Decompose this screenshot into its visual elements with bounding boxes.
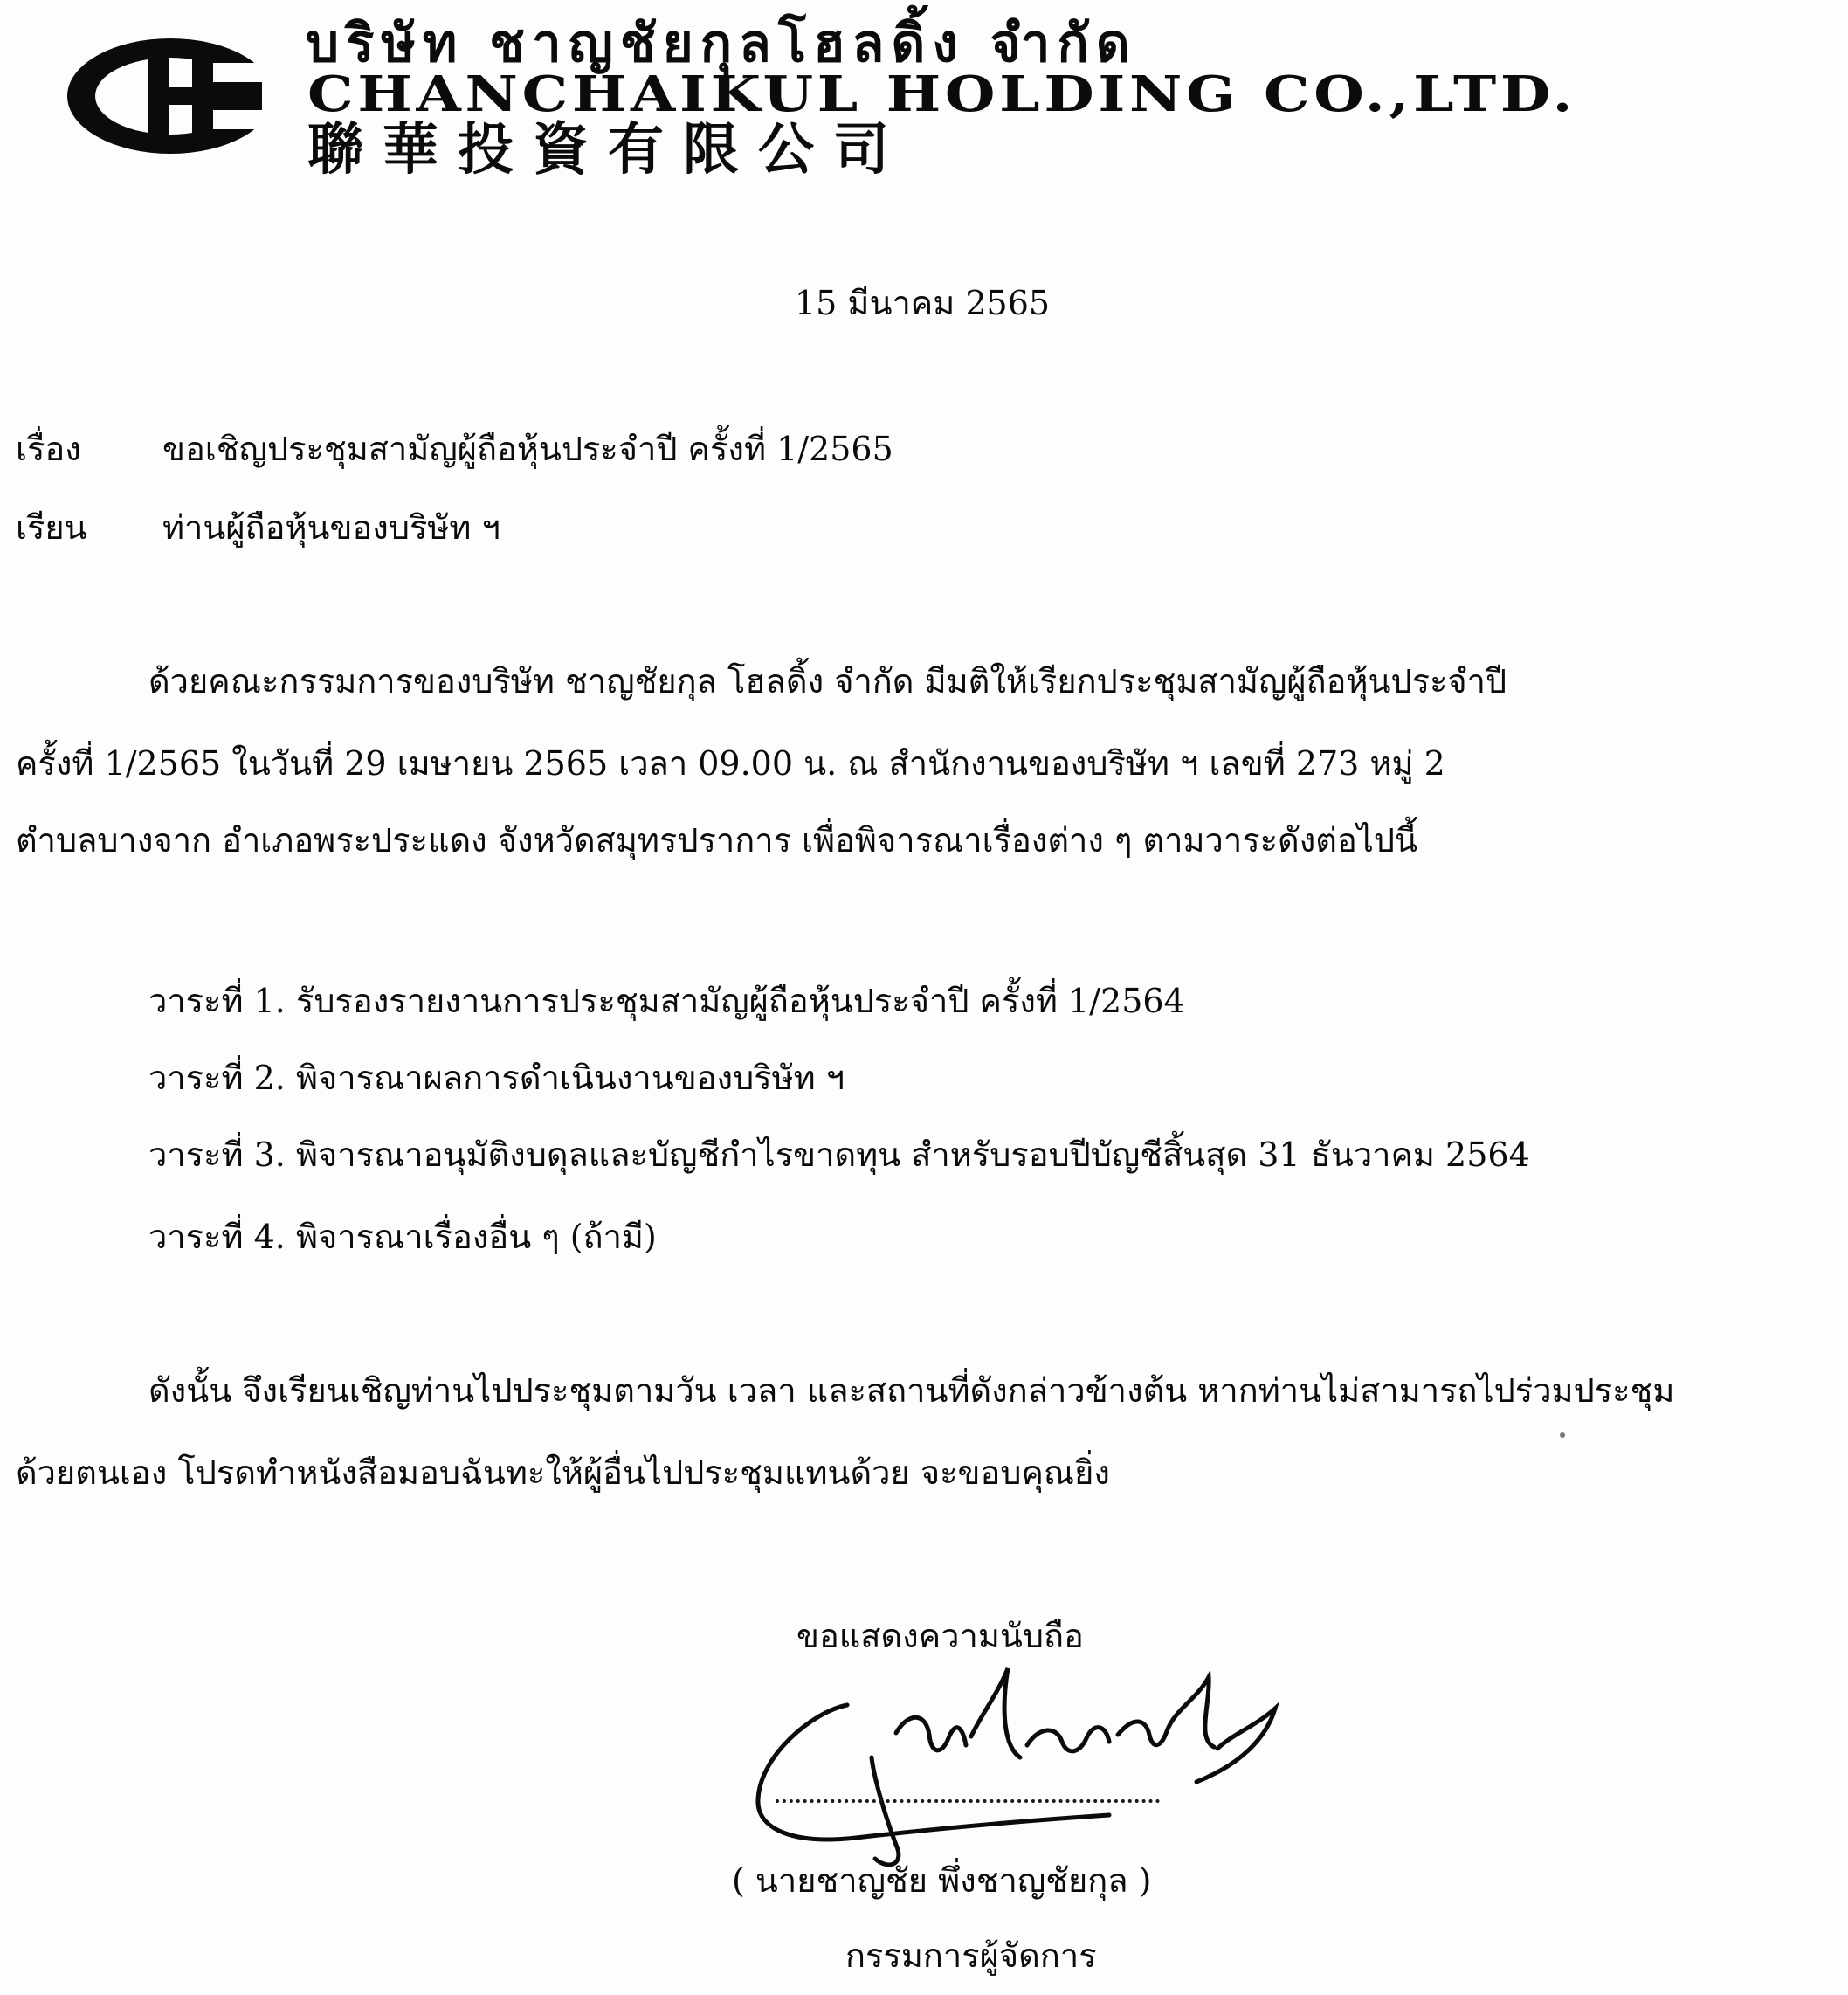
subject-line [16,430,893,470]
paragraph-1-line-1: ด้วยคณะกรรมการของบริษัท ชาญชัยกุล โฮลดิ้ง จำกัด มีมติให้เรียกประชุมสามัญผู้ถือหุ้นประจำปี [148,662,1507,701]
company-name-chinese: 聯華投資有限公司 [307,118,908,183]
paragraph-1-line-3: ตำบลบางจาก อำเภอพระประแดง จังหวัดสมุทรปราการ เพื่อพิจารณาเรื่องต่าง ๆ ตามวาระดังต่อไปนี้ [16,821,1417,859]
paragraph-2-line-2: ด้วยตนเอง โปรดทำหนังสือมอบฉันทะให้ผู้อื่นไปประชุมแทนด้วย จะขอบคุณยิ่ง [16,1453,1110,1492]
agenda-item-4: วาระที่ 4. พิจารณาเรื่องอื่น ๆ (ถ้ามี) [148,1218,657,1256]
company-logo [61,31,279,161]
agenda-item-1: วาระที่ 1. รับรองรายงานการประชุมสามัญผู้ถือหุ้นประจำปี ครั้งที่ 1/2564 [148,982,1185,1020]
paragraph-2-line-1: ดังนั้น จึงเรียนเชิญท่านไปประชุมตามวัน เวลา และสถานที่ดังกล่าวข้างต้น หากท่านไม่สามารถไปร่วมประชุม [148,1371,1675,1410]
letter-date: 15 มีนาคม 2565 [795,284,1051,322]
handwritten-signature [742,1651,1301,1878]
signer-title: กรรมการผู้จัดการ [845,1936,1097,1975]
closing-phrase: ขอแสดงความนับถือ [796,1617,1084,1655]
signature-line [776,1799,1160,1803]
company-name-english: CHANCHAIKUL HOLDING CO.,LTD. [307,66,1577,123]
recipient-line [16,508,500,549]
subject-text: ขอเชิญประชุมสามัญผู้ถือหุ้นประจำปี ครั้งที่ 1/2565 [162,430,893,468]
paper-speck [1560,1432,1565,1438]
recipient-label: เรียน [16,508,87,547]
recipient-text: ท่านผู้ถือหุ้นของบริษัท ฯ [162,508,500,547]
signer-name: ( นายชาญชัย พึ่งชาญชัยกุล ) [732,1861,1152,1900]
agenda-item-3: วาระที่ 3. พิจารณาอนุมัติงบดุลและบัญชีกำไรขาดทุน สำหรับรอบปีบัญชีสิ้นสุด 31 ธันวาคม 2564 [148,1136,1530,1174]
agenda-item-2: วาระที่ 2. พิจารณาผลการดำเนินงานของบริษัท ฯ [148,1059,845,1097]
subject-label: เรื่อง [16,430,81,468]
paragraph-1-line-2: ครั้งที่ 1/2565 ในวันที่ 29 เมษายน 2565 เวลา 09.00 น. ณ สำนักงานของบริษัท ฯ เลขที่ 273 หมู่ 2 [16,744,1445,783]
company-name-thai: บริษัท ชาญชัยกุลโฮลดิ้ง จำกัด [306,13,1137,74]
